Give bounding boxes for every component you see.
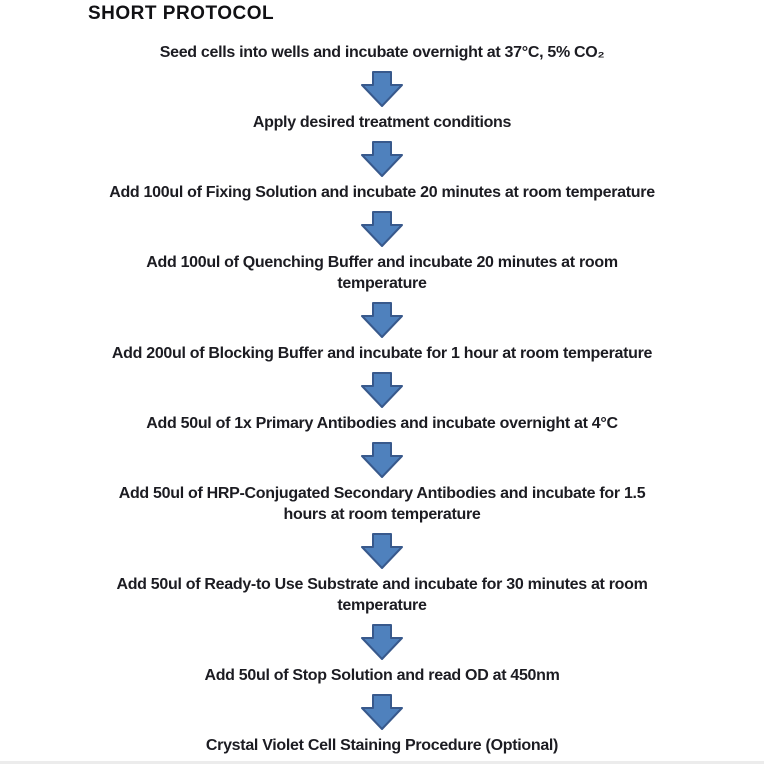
down-arrow-icon — [360, 141, 404, 177]
protocol-step: Seed cells into wells and incubate overnight at 37°C, 5% CO₂ — [159, 44, 605, 61]
down-arrow-icon — [360, 694, 404, 730]
down-arrow-icon — [360, 442, 404, 478]
down-arrow-icon — [360, 211, 404, 247]
protocol-step: Add 100ul of Fixing Solution and incubate 20 minutes at room temperature — [109, 184, 655, 201]
down-arrow-icon — [360, 372, 404, 408]
protocol-step: Add 50ul of Ready-to Use Substrate and incubate for 30 minutes at room temperature — [116, 576, 648, 614]
protocol-step: Add 50ul of Stop Solution and read OD at 450nm — [204, 667, 560, 684]
protocol-step: Add 200ul of Blocking Buffer and incubate for 1 hour at room temperature — [111, 345, 653, 362]
page-title: SHORT PROTOCOL — [88, 3, 275, 24]
protocol-step: Add 50ul of 1x Primary Antibodies and incubate overnight at 4°C — [146, 415, 618, 432]
down-arrow-icon — [360, 71, 404, 107]
down-arrow-icon — [360, 533, 404, 569]
protocol-step: Add 100ul of Quenching Buffer and incubate 20 minutes at room temperature — [146, 254, 618, 292]
down-arrow-icon — [360, 302, 404, 338]
protocol-step: Add 50ul of HRP-Conjugated Secondary Antibodies and incubate for 1.5 hours at room temperature — [118, 485, 646, 523]
protocol-step: Crystal Violet Cell Staining Procedure (Optional) — [205, 737, 559, 754]
protocol-step: Apply desired treatment conditions — [252, 114, 512, 131]
protocol-flow — [32, 36, 732, 756]
down-arrow-icon — [360, 624, 404, 660]
